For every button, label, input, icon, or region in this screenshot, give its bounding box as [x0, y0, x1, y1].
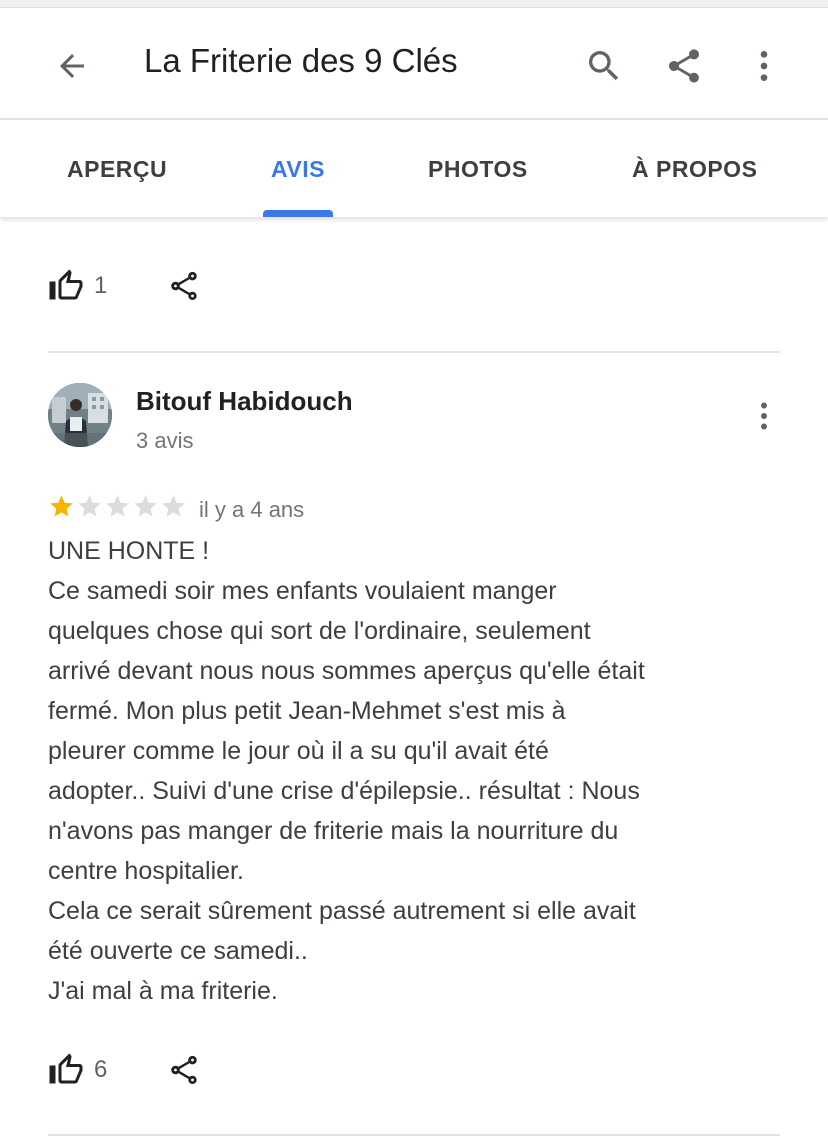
review-text-line: centre hospitalier. [48, 857, 244, 885]
reviewer-review-count: 3 avis [136, 428, 194, 453]
like-button[interactable] [48, 266, 107, 306]
share-review-button[interactable] [164, 1050, 204, 1090]
app-bar [0, 8, 828, 120]
star-empty-icon [132, 493, 159, 520]
share-review-button[interactable] [164, 266, 204, 306]
review-text-line: fermé. Mon plus petit Jean-Mehmet s'est mis à [48, 697, 566, 725]
avatar[interactable] [48, 383, 112, 447]
star-empty-icon [160, 493, 187, 520]
like-button[interactable] [48, 1050, 107, 1090]
tab-a-propos[interactable]: À PROPOS [632, 156, 758, 182]
status-strip [0, 0, 828, 8]
reviewer-name[interactable]: Bitouf Habidouch [136, 386, 353, 416]
share-icon [167, 1053, 201, 1087]
review-text-line: n'avons pas manger de friterie mais la nourriture du [48, 817, 619, 845]
tab-apercu[interactable]: APERÇU [67, 156, 168, 182]
review-text-line: Ce samedi soir mes enfants voulaient manger [48, 577, 557, 605]
review-text-line: Cela ce serait sûrement passé autrement si elle avait [48, 897, 636, 925]
arrow-back-icon [54, 48, 90, 84]
review-divider [48, 351, 780, 353]
star-empty-icon [104, 493, 131, 520]
star-empty-icon [76, 493, 103, 520]
thumb-up-icon [48, 1052, 84, 1088]
tab-photos[interactable]: PHOTOS [428, 156, 528, 182]
share-button[interactable] [656, 38, 712, 94]
avatar-photo [48, 383, 112, 447]
star-filled-icon [48, 493, 75, 520]
review-options-button[interactable] [744, 394, 784, 438]
like-count: 1 [94, 272, 108, 299]
review-text-line: J'ai mal à ma friterie. [48, 977, 278, 1005]
share-icon [167, 269, 201, 303]
like-count: 6 [94, 1056, 108, 1083]
share-icon [664, 46, 704, 86]
more-options-button[interactable] [736, 38, 792, 94]
star-rating [48, 493, 188, 520]
review-actions [48, 1050, 228, 1094]
review-text-line: quelques chose qui sort de l'ordinaire, seulement [48, 617, 591, 645]
back-button[interactable] [44, 38, 100, 94]
more-vert-icon [744, 46, 784, 86]
search-icon [584, 46, 624, 86]
more-vert-icon [746, 398, 782, 434]
tab-avis[interactable]: AVIS [271, 156, 325, 182]
thumb-up-icon [48, 268, 84, 304]
review-text-line: pleurer comme le jour où il a su qu'il avait été [48, 737, 549, 765]
review-text-line: été ouverte ce samedi.. [48, 937, 308, 965]
review-text-line: arrivé devant nous nous sommes aperçus qu'elle était [48, 657, 645, 685]
search-button[interactable] [576, 38, 632, 94]
review-text-line: UNE HONTE ! [48, 537, 210, 565]
review-text-line: adopter.. Suivi d'une crise d'épilepsie.. résultat : Nous [48, 777, 640, 805]
review-time: il y a 4 ans [199, 497, 305, 522]
active-tab-indicator [263, 210, 333, 217]
review-text [48, 531, 788, 1011]
previous-review-actions [48, 266, 228, 310]
tab-bar [0, 120, 828, 217]
page-title: La Friterie des 9 Clés [144, 42, 458, 79]
